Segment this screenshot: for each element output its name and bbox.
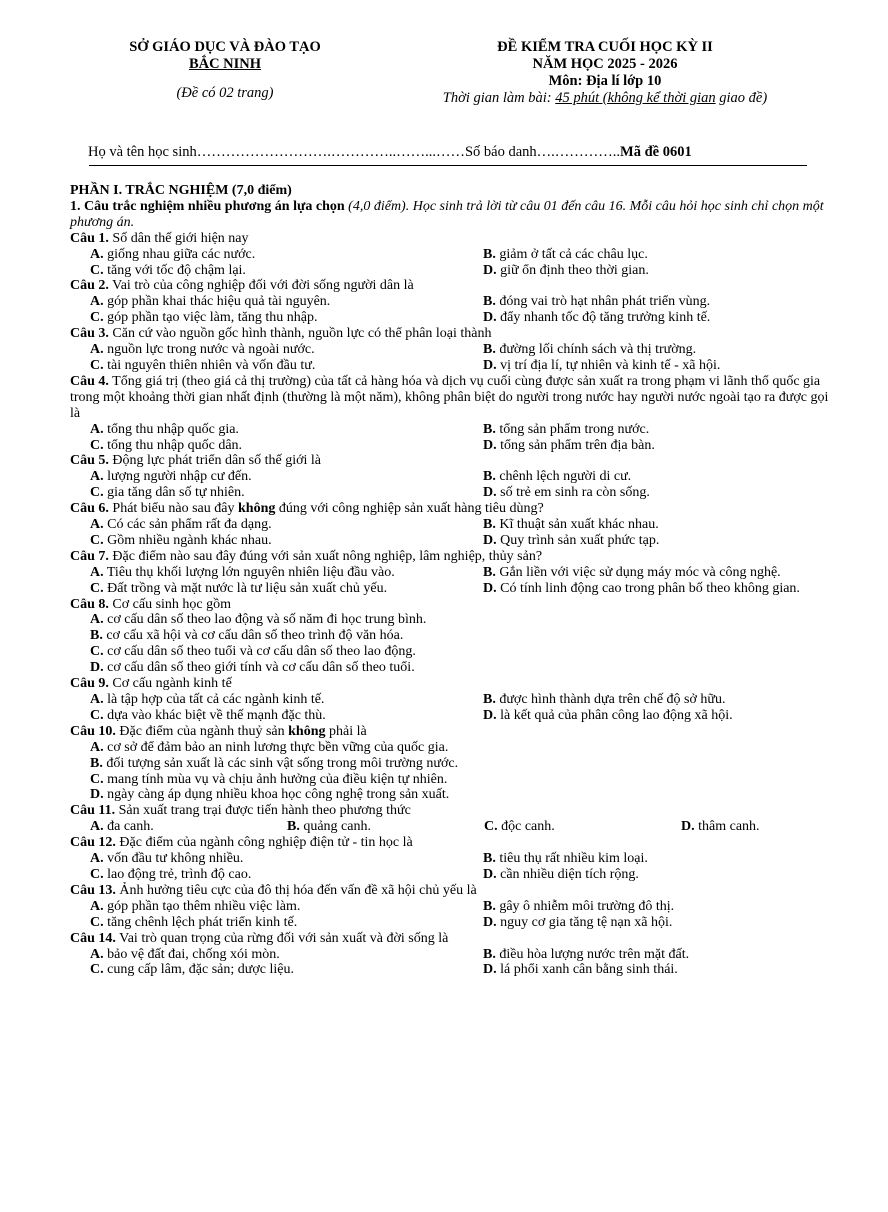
- question: [70, 326, 840, 374]
- option-letter: C.: [90, 644, 104, 660]
- option-letter: D.: [483, 707, 497, 723]
- answer-option: [90, 660, 840, 676]
- option-letter: D.: [90, 660, 104, 676]
- part1-heading: 1. Câu trắc nghiệm nhiều phương án lựa chọn (4,0 điểm). Học sinh trả lời từ câu 01 đến câu 16. Mỗi câu hỏi học sinh chỉ chọn một phương án.: [70, 198, 824, 230]
- option-letter: A.: [90, 517, 104, 533]
- option-text: cơ sở để đảm bảo an ninh lương thực bền vững của quốc gia.: [103, 739, 449, 755]
- option-text: đẩy nhanh tốc độ tăng trưởng kinh tế.: [496, 310, 711, 326]
- option-text: dựa vào khác biệt về thế mạnh đặc thù.: [103, 707, 326, 723]
- question: [70, 676, 840, 724]
- question: [70, 231, 840, 279]
- option-row: [70, 533, 840, 549]
- option-letter: D.: [483, 962, 497, 978]
- question-stem: [70, 803, 840, 819]
- option-letter: D.: [681, 819, 695, 835]
- answer-option: [90, 628, 840, 644]
- question-emphasis: không: [288, 723, 326, 739]
- answer-option: [90, 294, 483, 310]
- option-letter: A.: [90, 294, 104, 310]
- option-text: điều hòa lượng nước trên mặt đất.: [495, 946, 690, 962]
- question-stem: [70, 453, 840, 469]
- option-text: vốn đầu tư không nhiều.: [103, 851, 244, 867]
- option-letter: A.: [90, 946, 104, 962]
- answer-option: [483, 422, 840, 438]
- option-text: góp phần khai thác hiệu quả tài nguyên.: [103, 294, 331, 310]
- option-row: [70, 581, 840, 597]
- option-letter: B.: [483, 898, 496, 914]
- option-row: [70, 947, 840, 963]
- option-text: nguồn lực trong nước và ngoài nước.: [103, 342, 315, 358]
- option-letter: D.: [483, 357, 497, 373]
- question-number: Câu 8.: [70, 596, 109, 612]
- option-letter: B.: [483, 246, 496, 262]
- option-row: [70, 644, 840, 660]
- option-row: [70, 263, 840, 279]
- question: [70, 453, 840, 501]
- answer-option: [90, 851, 483, 867]
- header-left: [85, 39, 365, 102]
- answer-option: [90, 740, 840, 756]
- answer-option: [483, 294, 840, 310]
- province-name: BẮC NINH: [188, 56, 262, 72]
- time-note: Thời gian làm bài: 45 phút (không kể thời gian giao đề): [442, 90, 768, 106]
- answer-option: [483, 565, 840, 581]
- question-list: [70, 231, 840, 979]
- question-number: Câu 7.: [70, 548, 109, 564]
- option-text: giảm ở tất cả các châu lục.: [495, 246, 648, 262]
- option-text: tăng với tốc độ chậm lại.: [103, 262, 246, 278]
- option-row: [70, 294, 840, 310]
- option-text: góp phần tạo thêm nhiều việc làm.: [103, 898, 301, 914]
- option-row: [70, 612, 840, 628]
- question-text: Đặc điểm của ngành thuỷ sản: [115, 723, 289, 739]
- option-text: độc canh.: [497, 819, 555, 835]
- answer-option: [483, 947, 840, 963]
- option-letter: A.: [90, 421, 104, 437]
- option-letter: B.: [483, 421, 496, 437]
- question-number: Câu 4.: [70, 373, 109, 389]
- student-number-label: Số báo danh….…………..: [464, 144, 621, 160]
- question: [70, 931, 840, 979]
- option-text: gia tăng dân số tự nhiên.: [103, 485, 245, 501]
- question-stem: [70, 501, 840, 517]
- answer-option: [90, 565, 483, 581]
- option-text: cần nhiều diện tích rộng.: [496, 866, 639, 882]
- option-letter: D.: [483, 437, 497, 453]
- option-letter: D.: [483, 580, 497, 596]
- option-row: [70, 772, 840, 788]
- option-text: tổng sản phẩm trong nước.: [495, 421, 650, 437]
- option-text: số trẻ em sinh ra còn sống.: [496, 485, 650, 501]
- question-stem: [70, 835, 840, 851]
- option-text: là tập hợp của tất cả các ngành kinh tế.: [103, 692, 325, 707]
- answer-option: [90, 867, 483, 883]
- answer-option: [287, 819, 484, 835]
- question-number: Câu 1.: [70, 230, 109, 246]
- question-stem: [70, 676, 840, 692]
- option-row: [70, 485, 840, 501]
- option-text: lao động trẻ, trình độ cao.: [103, 866, 252, 882]
- question-text: Vai trò của công nghiệp đối với đời sống người dân là: [108, 278, 414, 294]
- answer-option: [483, 915, 840, 931]
- question-number: Câu 2.: [70, 278, 109, 294]
- option-text: Đất trồng và mặt nước là tư liệu sản xuất chủ yếu.: [103, 580, 388, 596]
- option-text: Gắn liền với việc sử dụng máy móc và công nghệ.: [495, 564, 781, 580]
- option-letter: A.: [90, 612, 104, 628]
- department-name: SỞ GIÁO DỤC VÀ ĐÀO TẠO: [129, 39, 321, 55]
- option-text: tăng chênh lệch phát triển kinh tế.: [103, 914, 298, 930]
- question-text: Đặc điểm nào sau đây đúng với sản xuất nông nghiệp, lâm nghiệp, thủy sản?: [108, 548, 543, 564]
- option-text: Có các sản phẩm rất đa dạng.: [103, 517, 272, 533]
- option-letter: C.: [90, 580, 104, 596]
- question-text: Cơ cấu sinh học gồm: [108, 596, 232, 612]
- option-letter: B.: [483, 469, 496, 485]
- option-row: [70, 740, 840, 756]
- question-text: phải là: [325, 723, 367, 739]
- option-row: [70, 342, 840, 358]
- answer-option: [484, 819, 681, 835]
- question-number: Câu 12.: [70, 835, 116, 851]
- question: [70, 501, 840, 549]
- option-text: là kết quả của phân công lao động xã hội.: [496, 707, 733, 723]
- answer-option: [90, 612, 840, 628]
- option-text: giống nhau giữa các nước.: [103, 246, 256, 262]
- option-text: thâm canh.: [694, 819, 760, 835]
- section-title: PHẦN I. TRẮC NGHIỆM (7,0 điểm): [70, 183, 292, 198]
- option-row: [70, 438, 840, 454]
- option-text: chênh lệch người di cư.: [495, 469, 632, 485]
- option-text: cơ cấu dân số theo giới tính và cơ cấu dân số theo tuổi.: [103, 660, 415, 676]
- question-stem: [70, 374, 840, 422]
- option-letter: C.: [90, 866, 104, 882]
- option-text: cơ cấu dân số theo tuổi và cơ cấu dân số theo lao động.: [103, 644, 416, 660]
- answer-option: [90, 915, 483, 931]
- option-row: [70, 565, 840, 581]
- option-text: Quy trình sản xuất phức tạp.: [496, 532, 660, 548]
- answer-option: [483, 358, 840, 374]
- question-text: Căn cứ vào nguồn gốc hình thành, nguồn lực có thể phân loại thành: [108, 326, 492, 342]
- question-text: đúng với công nghiệp sản xuất hàng tiêu dùng?: [275, 501, 544, 517]
- answer-option: [90, 819, 287, 835]
- question-number: Câu 14.: [70, 930, 116, 946]
- answer-option: [90, 517, 483, 533]
- option-row: [70, 787, 840, 803]
- option-row: [70, 899, 840, 915]
- option-row: [70, 819, 840, 835]
- option-letter: B.: [483, 946, 496, 962]
- question-stem: [70, 231, 840, 247]
- option-text: cơ cấu xã hội và cơ cấu dân số theo trình độ văn hóa.: [102, 628, 404, 644]
- answer-option: [90, 342, 483, 358]
- answer-option: [90, 581, 483, 597]
- option-text: gây ô nhiễm môi trường đô thị.: [495, 898, 675, 914]
- question-number: Câu 10.: [70, 723, 116, 739]
- option-text: Gồm nhiều ngành khác nhau.: [103, 532, 272, 548]
- question-number: Câu 6.: [70, 501, 109, 517]
- answer-option: [483, 851, 840, 867]
- option-letter: B.: [483, 342, 496, 358]
- pages-note: (Đề có 02 trang): [176, 85, 274, 101]
- answer-option: [483, 533, 840, 549]
- option-text: giữ ổn định theo thời gian.: [496, 262, 649, 278]
- option-letter: D.: [483, 866, 497, 882]
- question-number: Câu 13.: [70, 882, 116, 898]
- option-text: cung cấp lâm, đặc sản; dược liệu.: [103, 962, 294, 978]
- header-right: [395, 39, 815, 107]
- answer-option: [681, 819, 878, 835]
- option-letter: A.: [90, 246, 104, 262]
- option-row: [70, 692, 840, 708]
- option-row: [70, 310, 840, 326]
- option-letter: B.: [90, 628, 103, 644]
- question-stem: [70, 931, 840, 947]
- answer-option: [90, 358, 483, 374]
- question-text: Cơ cấu ngành kinh tế: [108, 676, 232, 692]
- option-letter: C.: [484, 819, 498, 835]
- option-letter: B.: [287, 819, 300, 835]
- option-row: [70, 915, 840, 931]
- answer-option: [90, 247, 483, 263]
- option-text: nguy cơ gia tăng tệ nạn xã hội.: [496, 914, 673, 930]
- option-text: đối tượng sản xuất là các sinh vật sống trong môi trường nước.: [102, 755, 459, 771]
- option-row: [70, 358, 840, 374]
- school-year: NĂM HỌC 2025 - 2026: [532, 56, 678, 72]
- question: [70, 803, 840, 835]
- option-letter: A.: [90, 851, 104, 867]
- answer-option: [483, 438, 840, 454]
- option-letter: A.: [90, 564, 104, 580]
- answer-option: [90, 485, 483, 501]
- option-row: [70, 469, 840, 485]
- question-number: Câu 9.: [70, 676, 109, 692]
- option-text: vị trí địa lí, tự nhiên và kinh tế - xã hội.: [496, 357, 721, 373]
- answer-option: [90, 263, 483, 279]
- answer-option: [483, 899, 840, 915]
- question-stem: [70, 278, 840, 294]
- option-row: [70, 867, 840, 883]
- option-letter: A.: [90, 819, 104, 835]
- option-text: tổng sản phẩm trên địa bàn.: [496, 437, 655, 453]
- question: [70, 597, 840, 677]
- option-letter: C.: [90, 532, 104, 548]
- option-row: [70, 708, 840, 724]
- option-letter: C.: [90, 771, 104, 787]
- option-text: góp phần tạo việc làm, tăng thu nhập.: [103, 310, 318, 326]
- question-text: Vai trò quan trọng của rừng đối với sản xuất và đời sống là: [115, 930, 449, 946]
- option-letter: B.: [483, 294, 496, 310]
- option-letter: A.: [90, 898, 104, 914]
- option-text: tổng thu nhập quốc dân.: [103, 437, 243, 453]
- option-row: [70, 517, 840, 533]
- question-number: Câu 11.: [70, 803, 116, 819]
- option-row: [70, 422, 840, 438]
- answer-option: [483, 517, 840, 533]
- answer-option: [90, 756, 840, 772]
- option-text: quảng canh.: [299, 819, 371, 835]
- option-letter: A.: [90, 342, 104, 358]
- option-letter: B.: [483, 851, 496, 867]
- option-text: được hình thành dựa trên chế độ sở hữu.: [495, 692, 726, 707]
- option-letter: C.: [90, 437, 104, 453]
- option-letter: A.: [90, 739, 104, 755]
- answer-option: [483, 247, 840, 263]
- option-row: [70, 247, 840, 263]
- exam-body: [70, 183, 840, 978]
- answer-option: [90, 469, 483, 485]
- answer-option: [90, 310, 483, 326]
- question-number: Câu 3.: [70, 326, 109, 342]
- option-row: [70, 756, 840, 772]
- option-letter: C.: [90, 485, 104, 501]
- answer-option: [90, 962, 483, 978]
- option-text: lá phổi xanh cân bằng sinh thái.: [496, 962, 678, 978]
- answer-option: [90, 787, 840, 803]
- option-letter: C.: [90, 914, 104, 930]
- option-letter: C.: [90, 962, 104, 978]
- question: [70, 883, 840, 931]
- option-text: Kĩ thuật sản xuất khác nhau.: [495, 517, 659, 533]
- option-letter: B.: [90, 755, 103, 771]
- option-text: tài nguyên thiên nhiên và vốn đầu tư.: [103, 357, 316, 373]
- option-letter: C.: [90, 262, 104, 278]
- question: [70, 549, 840, 597]
- question-emphasis: không: [238, 501, 276, 517]
- answer-option: [483, 469, 840, 485]
- student-name-label: Họ và tên học sinh……………………….…………..……...……: [88, 144, 465, 160]
- answer-option: [90, 947, 483, 963]
- option-letter: A.: [90, 469, 104, 485]
- question: [70, 278, 840, 326]
- question-stem: [70, 724, 840, 740]
- option-letter: C.: [90, 357, 104, 373]
- answer-option: [90, 422, 483, 438]
- question-stem: [70, 883, 840, 899]
- answer-option: [90, 899, 483, 915]
- answer-option: [483, 581, 840, 597]
- option-text: Có tính linh động cao trong phân bố theo không gian.: [496, 580, 800, 596]
- option-letter: A.: [90, 692, 104, 707]
- option-row: [70, 628, 840, 644]
- answer-option: [483, 692, 840, 708]
- answer-option: [90, 692, 483, 708]
- exam-title: ĐỀ KIỂM TRA CUỐI HỌC KỲ II: [497, 39, 713, 55]
- answer-option: [90, 438, 483, 454]
- question-number: Câu 5.: [70, 453, 109, 469]
- header-divider: [89, 165, 807, 166]
- answer-option: [90, 644, 840, 660]
- option-text: đường lối chính sách và thị trường.: [495, 342, 697, 358]
- question-text: Đặc điểm của ngành công nghiệp điện tử - tin học là: [115, 835, 413, 851]
- question-text: Ảnh hưởng tiêu cực của đô thị hóa đến vấn đề xã hội chủ yếu là: [115, 882, 477, 898]
- answer-option: [483, 263, 840, 279]
- question-stem: [70, 549, 840, 565]
- question-text: Sản xuất trang trại được tiến hành theo phương thức: [115, 803, 411, 819]
- option-letter: D.: [483, 310, 497, 326]
- option-text: cơ cấu dân số theo lao động và số năm đi học trung bình.: [103, 612, 427, 628]
- option-letter: B.: [483, 564, 496, 580]
- answer-option: [90, 708, 483, 724]
- answer-option: [483, 867, 840, 883]
- exam-code: Mã đề 0601: [620, 144, 692, 160]
- option-text: tiêu thụ rất nhiều kim loại.: [495, 851, 648, 867]
- option-letter: B.: [483, 692, 496, 707]
- option-text: tổng thu nhập quốc gia.: [103, 421, 239, 437]
- answer-option: [483, 708, 840, 724]
- option-letter: D.: [483, 485, 497, 501]
- option-text: ngày càng áp dụng nhiều khoa học công nghệ trong sản xuất.: [103, 787, 450, 803]
- answer-option: [90, 772, 840, 788]
- question: [70, 835, 840, 883]
- option-text: Tiêu thụ khối lượng lớn nguyên nhiên liệu đầu vào.: [103, 564, 395, 580]
- answer-option: [483, 342, 840, 358]
- option-letter: B.: [483, 517, 496, 533]
- subject: Môn: Địa lí lớp 10: [548, 73, 662, 89]
- option-row: [70, 851, 840, 867]
- option-letter: D.: [483, 262, 497, 278]
- option-text: mang tính mùa vụ và chịu ảnh hưởng của điều kiện tự nhiên.: [103, 771, 448, 787]
- question-text: Tổng giá trị (theo giá cả thị trường) của tất cả hàng hóa và dịch vụ cuối cùng được sản xuất ra trong phạm vi lãnh thổ quốc gia trong một khoảng thời gian nhất định (thường là một năm), không phân biệt do người trong nước hay người nước ngoài tạo ra được gọi là: [70, 373, 829, 421]
- option-letter: D.: [90, 787, 104, 803]
- option-text: bảo vệ đất đai, chống xói mòn.: [103, 946, 280, 962]
- option-letter: D.: [483, 532, 497, 548]
- question-text: Số dân thế giới hiện nay: [108, 230, 249, 246]
- question: [70, 374, 840, 454]
- answer-option: [90, 533, 483, 549]
- question-stem: [70, 326, 840, 342]
- option-letter: C.: [90, 707, 104, 723]
- student-info-line: [88, 144, 808, 161]
- answer-option: [483, 485, 840, 501]
- answer-option: [483, 962, 840, 978]
- option-text: lượng người nhập cư đến.: [103, 469, 252, 485]
- option-letter: D.: [483, 914, 497, 930]
- question: [70, 724, 840, 804]
- option-text: đa canh.: [103, 819, 154, 835]
- answer-option: [483, 310, 840, 326]
- option-row: [70, 962, 840, 978]
- question-text: Phát biểu nào sau đây: [108, 501, 238, 517]
- option-row: [70, 660, 840, 676]
- option-letter: C.: [90, 310, 104, 326]
- question-text: Động lực phát triển dân số thế giới là: [108, 453, 322, 469]
- question-stem: [70, 597, 840, 613]
- option-text: đóng vai trò hạt nhân phát triển vùng.: [495, 294, 711, 310]
